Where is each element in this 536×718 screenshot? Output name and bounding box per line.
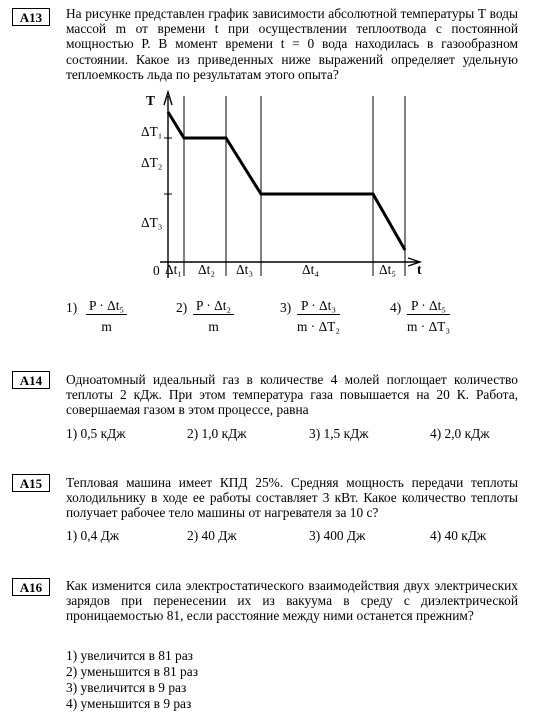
answer-option: 4) 2,0 кДж (430, 426, 490, 441)
answer-option: 1) увеличится в 81 раз (66, 648, 193, 663)
question-number-a13: А13 (12, 8, 50, 26)
answer-option: 4) уменьшится в 9 раз (66, 696, 192, 711)
answer-option: 1) 0,4 Дж (66, 528, 119, 543)
y-label-dT2: ΔT₂ (141, 155, 163, 170)
origin-label: 0 (153, 263, 160, 278)
formula-denominator: m (101, 319, 112, 334)
formula-denominator: m · ΔT₃ (407, 319, 451, 334)
question-text-a14: Одноатомный идеальный газ в количестве 4 молей поглощает количество теплоты 2 кДж. При этом температура газа повышается на 20 К. Работа, совершаемая газом в этом процессе, равна (66, 372, 518, 418)
option-label-4: 4) (390, 300, 402, 315)
formula-numerator: P · Δt₅ (407, 298, 450, 315)
option-label-1: 1) (66, 300, 78, 315)
question-number-a15: А15 (12, 474, 50, 492)
y-label-dT1: ΔT₁ (141, 124, 163, 139)
question-text-a16: Как изменится сила электростатического взаимодействия двух электрических зарядов при перенесении их из вакуума в среду с диэлектрической проницаемостью 81, если расстояние между ними останется прежним? (66, 578, 518, 624)
option-formula-2 (193, 298, 234, 335)
answer-option: 2) уменьшится в 81 раз (66, 664, 198, 679)
formula-numerator: P · Δt₅ (86, 298, 127, 315)
answer-option: 3) 1,5 кДж (309, 426, 369, 441)
option-formula-4 (407, 298, 450, 335)
x-axis-label: t (417, 262, 422, 277)
x-label-dt5: Δt₅ (379, 262, 396, 277)
formula-numerator: P · Δt₃ (297, 298, 340, 315)
answer-option: 3) увеличится в 9 раз (66, 680, 187, 695)
x-label-dt4: Δt₄ (302, 262, 319, 277)
question-number-a16: А16 (12, 578, 50, 596)
option-formula-3 (297, 298, 340, 335)
answer-option: 2) 1,0 кДж (187, 426, 247, 441)
y-axis-label: T (146, 93, 155, 108)
option-label-2: 2) (176, 300, 188, 315)
x-label-dt3: Δt₃ (236, 262, 253, 277)
question-text-a15: Тепловая машина имеет КПД 25%. Средняя мощность передачи теплоты холодильнику в ходе ее работы составляет 3 кВт. Какое количество теплоты получает рабочее тело машины от нагревателя за 10 с? (66, 475, 518, 521)
answer-option: 4) 40 кДж (430, 528, 487, 543)
option-label-3: 3) (280, 300, 292, 315)
answer-option: 3) 400 Дж (309, 528, 366, 543)
temperature-curve (168, 112, 405, 250)
question-number-a14: А14 (12, 371, 50, 389)
answer-option: 2) 40 Дж (187, 528, 237, 543)
formula-denominator: m · ΔT₂ (297, 319, 341, 334)
option-formula-1 (86, 298, 127, 335)
answer-option: 1) 0,5 кДж (66, 426, 126, 441)
question-text-a13: На рисунке представлен график зависимости абсолютной температуры Т воды массой m от времени t при осуществлении теплоотвода с постоянной мощностью P. В момент времени t = 0 вода находилась в газообразном состоянии. Какое из приведенных ниже выражений определяет удельную теплоемкость льда по результатам этого опыта? (66, 6, 518, 82)
y-label-dT3: ΔT₃ (141, 215, 163, 230)
x-label-dt2: Δt₂ (198, 262, 215, 277)
formula-denominator: m (208, 319, 219, 334)
temperature-time-graph (0, 85, 536, 385)
formula-numerator: P · Δt₂ (193, 298, 234, 315)
x-label-dt1: Δt₁ (165, 262, 182, 277)
